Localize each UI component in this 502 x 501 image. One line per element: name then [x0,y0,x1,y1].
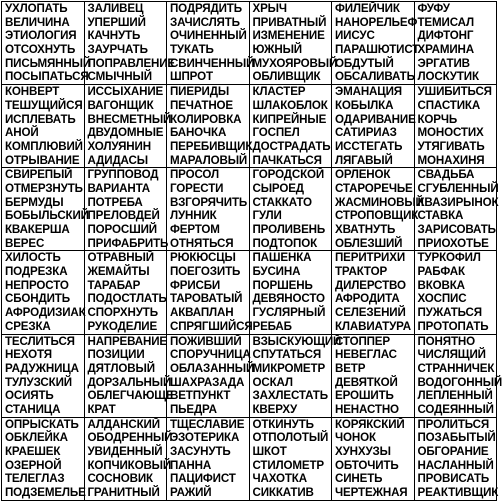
cell-word: ШАХРАЗАДА [170,375,245,389]
grid-cell [332,2,420,85]
cell-word: БЕРМУДЫ [5,195,64,209]
cell-word: ПЕРЕБИВЩИК [170,139,253,153]
cell-word: ПЬЕДРА [170,402,217,416]
cell-word: БУСИНА [252,265,301,279]
cell-word: ОБЛЕЗШИЙ [335,236,403,250]
grid-row [2,251,497,334]
grid-cell [167,251,253,334]
cell-word: ХОСПИС [417,292,467,306]
cell-word: ПЕРИТРИХИ [335,251,405,265]
grid-cell [249,168,332,251]
grid-cell [332,168,424,251]
cell-word: ПЕЧАТНОЕ [170,98,234,112]
cell-word: ХВАТНУТЬ [335,223,396,236]
cell-word: ПОПРАВЛЕНИЕ [87,56,176,70]
cell-word: АДИДАСЫ [87,153,148,167]
cell-word: РЕБАБ [252,319,292,333]
cell-word: ТУКАТЬ [170,43,214,57]
cell-word: ИСПЛЕВАТЬ [5,112,76,126]
cell-word: ЗАСУНУТЬ [170,445,231,458]
cell-word: ОДАРИВАНИЕ [335,112,416,126]
cell-word: РАДУЖНИЦА [5,361,79,375]
cell-word: ЧИСЛЯЩИЙ [417,348,486,362]
cell-word: НЕНАСТНО [335,402,399,416]
cell-word: ТАРАБАР [87,278,141,292]
grid-cell [414,2,497,85]
cell-word: БОБЫЛЬСКИЙ [5,209,89,223]
cell-word: КВАКЕРША [5,223,70,236]
cell-word: СЕЛЕЗЕНИЙ [335,306,406,320]
cell-word: АНОЙ [5,126,39,140]
grid-cell [249,251,332,334]
cell-word: ОТКИНУТЬ [252,417,314,431]
cell-word: ОБДУТЫЙ [335,56,394,70]
grid-cell [167,2,255,85]
cell-word: МАРАЛОВЫЙ [170,153,248,167]
cell-word: САТИРИАЗ [335,126,397,140]
cell-word: ВЕЛИЧИНА [5,15,70,29]
word-grid-body [2,2,502,501]
cell-word: ЛЕПЛЕННЫЙ [417,389,493,403]
cell-word: ПРИФАБРИТЬ [87,236,169,250]
cell-word: БАНОЧКА [170,126,227,140]
grid-cell [332,85,415,168]
cell-word: МУХОЯРОВЫЙ [252,56,338,70]
cell-word: ЭМАНАЦИЯ [335,85,402,99]
cell-word: ТАРОВАТЫЙ [170,292,243,306]
cell-word: ПОЗИЦИИ [87,348,145,362]
grid-cell [414,85,497,168]
cell-word: ВЕРЕС [5,236,45,250]
cell-word: РАЖИЙ [170,486,212,500]
cell-word: ОТСОХНУТЬ [5,43,76,57]
cell-word: НАНОРЕЛЬЕФ [335,15,418,29]
cell-word: ЧЕРТЕЖНАЯ [335,486,408,500]
grid-row [2,417,497,500]
cell-word: ХОЛУЯНИН [87,139,151,153]
cell-word: ВАРИАНТА [87,181,151,195]
cell-word: МОНОСТИХ [417,126,484,140]
cell-word: ПРОТОПАТЬ [417,319,489,333]
cell-word: ТУЛУЗСКИЙ [5,375,72,389]
cell-word: НАПРЕВАНИЕ [87,334,167,348]
cell-word: ПРОСОЛ [170,168,219,182]
cell-word: СТОППЕР [335,334,390,348]
cell-word: ДИЛЕРСТВО [335,278,406,292]
cell-word: ДВУДОМНЫЕ [87,126,164,140]
cell-word: ГОРЕСТИ [170,181,224,195]
cell-word: ТЕСЛИТЬСЯ [5,334,75,348]
cell-word: ЗАЛИВЕЦ [87,2,144,15]
cell-word: ОТРАВНЫЙ [87,251,154,265]
cell-word: ФРИСБИ [170,278,221,292]
cell-word: СТАККАТО [252,195,312,209]
grid-cell [2,2,92,85]
cell-word: СОСНОВИК [87,472,153,486]
cell-word: ВНЕСМЕТНЫЙ [87,112,172,126]
cell-word: ОЗЕРНОЙ [5,458,62,472]
cell-word: ПРИОХОТЬЕ [417,236,489,250]
cell-word: КВЕРХУ [252,402,298,416]
cell-word: НЕХОТЯ [5,348,52,362]
cell-word: ТРАКТОР [335,265,388,279]
grid-cell [84,2,176,85]
cell-word: ОБГОРАНИЕ [417,445,489,458]
cell-word: СИККАТИВ [252,486,314,500]
cell-word: ШКОТ [252,445,287,458]
cell-word: ТЕМИСАЛ [417,15,474,29]
cell-word: ДОРЗАЛЬНЫЙ [87,375,172,389]
grid-cell [167,334,255,417]
cell-word: ПОРОСШИЙ [87,223,157,236]
cell-word: КОБЫЛКА [335,98,394,112]
cell-word: ЛОСКУТИК [417,70,479,84]
cell-word: ДИФТОНГ [417,29,474,43]
cell-word: ЖАСМИНОВЫЙ [335,195,424,209]
cell-word: ГУСЛЯРНЫЙ [252,306,326,320]
cell-word: СПОРУЧНИЦА [170,348,251,362]
cell-word: ФУФУ [417,2,450,15]
cell-word: ПАЧКАТЬСЯ [252,153,322,167]
cell-word: ОБТОЧИТЬ [335,458,399,472]
cell-word: ПОДРЕЗКА [5,265,68,279]
cell-word: СПУТАТЬСЯ [252,348,322,362]
cell-word: ОЧИНЕННЫЙ [170,29,247,43]
cell-word: КОНВЕРТ [5,85,60,99]
cell-word: ЗАЧИСЛЯТЬ [170,15,240,29]
cell-word: АЛДАНСКИЙ [87,417,160,431]
cell-word: КОМПЛЮВИЙ [5,139,83,153]
cell-word: ЖЕМАЙТЫ [87,265,150,279]
cell-word: ОБЛЕГЧАЮЩЕ [87,389,174,403]
cell-word: ГОРОДСКОЙ [252,168,325,182]
grid-cell [332,417,415,500]
cell-word: СИНЕТЬ [335,472,383,486]
cell-word: ИССЫХАНИЕ [87,85,164,99]
cell-word: КИПРЕЙНЫЕ [252,112,327,126]
grid-cell [249,417,332,500]
cell-word: ОРЛЕНОК [335,168,391,182]
cell-word: КОПЧИКОВЫЙ [87,458,172,472]
cell-word: СОДЕЯННЫЙ [417,402,494,416]
cell-word: ПОНЯТНО [417,334,475,348]
cell-word: ГУЛИ [252,209,282,223]
grid-cell [84,251,167,334]
grid-cell [2,168,89,251]
cell-word: СТАРОРЕЧЬЕ [335,181,413,195]
cell-word: УХЛОПАТЬ [5,2,68,15]
grid-cell [332,251,415,334]
cell-word: ЭТИОЛОГИЯ [5,29,77,43]
grid-cell [2,334,85,417]
cell-word: ПАЦИФИСТ [170,472,236,486]
cell-word: ПОЗАБЫТЫЙ [417,431,496,445]
cell-word: СТРОПОВЩИК [335,209,419,223]
cell-word: ПРОЛИВЕНЬ [252,223,326,236]
cell-word: УШИБИТЬСЯ [417,85,492,99]
cell-word: ОТПОЛОТЫЙ [252,431,329,445]
cell-word: КРАЕШЕК [5,445,61,458]
grid-cell [249,85,332,168]
cell-word: ШЛАКОБЛОК [252,98,328,112]
word-grid [1,1,502,501]
cell-word: ОСИЯТЬ [5,389,54,403]
cell-word: СТАВКА [417,209,464,223]
cell-word: ПАННА [170,458,212,472]
cell-word: КОРЯКСКИЙ [335,417,405,431]
cell-word: ВАГОНЩИК [87,98,154,112]
cell-word: НЕПРОСТО [5,278,69,292]
cell-word: ОБКЛЕЙКА [5,431,68,445]
cell-word: НЕВЕГЛАС [335,348,397,362]
cell-word: АКВАПЛАН [170,306,234,320]
cell-word: ТЩЕСЛАВИЕ [170,417,245,431]
cell-word: СБОНДИТЬ [5,292,70,306]
cell-word: РАБФАК [417,265,465,279]
cell-word: ЗАХЛЕСТАТЬ [252,389,328,403]
cell-word: ФИЛЕЙЧИК [335,2,400,15]
grid-row [2,334,497,417]
grid-cell [414,417,497,500]
grid-cell [414,251,497,334]
cell-word: НАСЛАННЫЙ [417,458,494,472]
cell-word: СМЫЧНЫЙ [87,70,152,84]
cell-word: КЛАВИАТУРА [335,319,411,333]
grid-cell [249,2,338,85]
cell-word: ЭРГАТИВ [417,56,470,70]
cell-word: ДЯТЛОВЫЙ [87,361,155,375]
cell-word: КВАЗИРЫНОК [417,195,499,209]
cell-word: ПИСЬМЯННЫЙ [5,56,92,70]
grid-cell [167,417,250,500]
cell-word: КЛАСТЕР [252,85,306,99]
cell-word: ОСКАЛ [252,375,293,389]
cell-word: ВЕТПУНКТ [170,389,231,403]
cell-word: ИИСУС [335,29,375,43]
cell-word: ОТНЯТЬСЯ [170,236,234,250]
cell-word: МИКРОМЕТР [252,361,326,375]
cell-word: ПОЖИВШИЙ [170,334,242,348]
cell-word: ОБСАЛИВАТЬ [335,70,415,84]
cell-word: ЕРОШИТЬ [335,389,394,403]
cell-word: ФЕРТОМ [170,223,220,236]
cell-word: ШПРОТ [170,70,213,84]
cell-word: ЛЯГАВЫЙ [335,153,393,167]
grid-cell [332,334,415,417]
cell-word: СЫРОЕД [252,181,304,195]
cell-word: ДЕВЯНОСТО [252,292,325,306]
grid-cell [84,85,172,168]
cell-word: СПРЯГШИЙСЯ [170,319,253,333]
grid-cell [2,85,85,168]
cell-word: ПОЕГОЗИТЬ [170,265,241,279]
cell-word: УПЕРШИЙ [87,15,146,29]
cell-word: РЕАКТИВЩИК [417,486,499,500]
cell-word: УВИДЕННЫЙ [87,445,163,458]
cell-word: ПОДЗЕМЕЛЬЕ [5,486,86,500]
cell-word: ОБЛАЗАННЫЙ [170,361,255,375]
cell-word: ПОДРЯДИТЬ [170,2,242,15]
cell-word: ИЗМЕНЕНИЕ [252,29,325,43]
cell-word: ОТМЕРЗНУТЬ [5,181,83,195]
cell-word: ПРОЛИТЬСЯ [417,417,490,431]
cell-word: СПАСТИКА [417,98,481,112]
grid-cell [414,334,502,417]
grid-cell [84,417,173,500]
cell-word: ХРАМИНА [417,43,475,57]
cell-word: ПОТРЕБА [87,195,143,209]
cell-word: ПРОВИСАТЬ [417,472,490,486]
cell-word: ДОСТРАДАТЬ [252,139,331,153]
cell-word: ПОРШЕНЬ [252,278,313,292]
cell-word: УТЯГИВАТЬ [417,139,485,153]
cell-word: СРЕЗКА [5,319,51,333]
cell-word: ХРЫЧ [252,2,287,15]
cell-word: ПРЕЛОВДЕЙ [87,209,160,223]
cell-word: СГУБЛЕННЫЙ [417,181,499,195]
cell-word: РЮКЮСЦЫ [170,251,236,265]
cell-word: ЧОНОК [335,431,376,445]
cell-word: ОБЛИВЩИК [252,70,321,84]
grid-row [2,168,497,251]
cell-word: СТИЛОМЕТР [252,458,325,472]
cell-word: КРАТ [87,402,116,416]
cell-word: ХИЛОСТЬ [5,251,61,265]
cell-word: ТУРКОФИЛ [417,251,481,265]
cell-word: ПАШЕНКА [252,251,312,265]
grid-cell [84,168,167,251]
grid-cell [167,85,253,168]
cell-word: ВЗЫСКУЮЩИЙ [252,334,342,348]
cell-word: ТЕЛЕГЛАЗ [5,472,65,486]
cell-word: ХУНХУЗЫ [335,445,391,458]
grid-row [2,85,497,168]
cell-word: ЮЖНЫЙ [252,43,302,57]
cell-word: КОЛИРОВКА [170,112,242,126]
cell-word: ВЕТР [335,361,366,375]
cell-word: СВИНЧЕННЫЙ [170,56,255,70]
cell-word: МОНАХИНЯ [417,153,485,167]
cell-word: ЗАУРЧАТЬ [87,43,148,57]
cell-word: СТРАННИЧЕК [417,361,495,375]
cell-word: ОТРЫВАНИЕ [5,153,80,167]
cell-word: ОБОДРЕННЫЙ [87,431,173,445]
cell-word: ПРИВАТНЫЙ [252,15,327,29]
cell-word: КОРЧЬ [417,112,458,126]
cell-word: ВКОВКА [417,278,465,292]
cell-word: ПИЕРИДЫ [170,85,230,99]
grid-cell [2,417,85,500]
grid-cell [249,334,342,417]
cell-word: АФРОДИЗИАК [5,306,86,320]
cell-word: ГРАНИТНЫЙ [87,486,160,500]
cell-word: ВЗГОРЯЧИТЬ [170,195,248,209]
cell-word: КАЧНУТЬ [87,29,141,43]
cell-word: ПОДТОПОК [252,236,317,250]
cell-word: СВИРЕПЫЙ [5,168,73,182]
cell-word: ДЕВЯТКОЙ [335,375,398,389]
cell-word: СВАДЬБА [417,168,475,182]
grid-cell [167,168,250,251]
cell-word: ЛУННИК [170,209,217,223]
cell-word: ЧАХОТКА [252,472,307,486]
cell-word: СПОРХНУТЬ [87,306,158,320]
cell-word: ПОСЫПАТЬСЯ [5,70,89,84]
cell-word: ПУЖАТЬСЯ [417,306,482,320]
cell-word: ОПРЫСКАТЬ [5,417,79,431]
cell-word: ПОДОСТЛАТЬ [87,292,167,306]
cell-word: ГРУППОВОД [87,168,159,182]
cell-word: ИССТЕГАТЬ [335,139,403,153]
cell-word: ТЕШУЩИЙСЯ [5,98,83,112]
cell-word: ПАРАШЮТИСТ [335,43,420,57]
cell-word: ВОДОГОННЫЙ [417,375,502,389]
cell-word: ГОСПЕЛ [252,126,300,140]
cell-word: ЭЗОТЕРИКА [170,431,240,445]
grid-cell [414,168,497,251]
grid-cell [84,334,174,417]
cell-word: ЗАРИСОВАТЬ [417,223,496,236]
cell-word: АФРОДИТА [335,292,400,306]
cell-word: СТАНИЦА [5,402,61,416]
grid-cell [2,251,85,334]
cell-word: РУКОДЕЛИЕ [87,319,158,333]
grid-row [2,2,497,85]
